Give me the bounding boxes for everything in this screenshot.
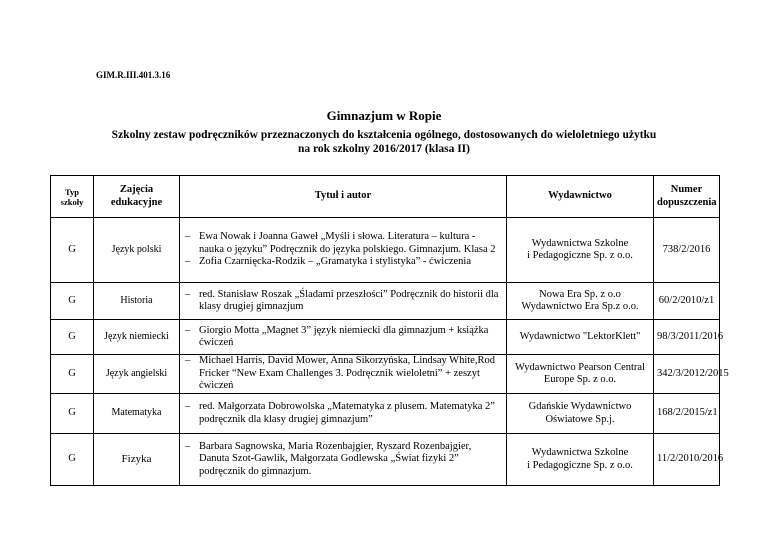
document-subtitle [70,128,698,156]
header-subject: Zajęcia edukacyjne [94,176,180,218]
cell-title [180,320,507,355]
cell-number: 11/2/2010/2016 [654,434,720,486]
table-row [51,320,720,355]
cell-number: 98/3/2011/2016 [654,320,720,355]
title-item: – Giorgio Motta „Magnet 3” język niemiecki dla gimnazjum + książka ćwiczeń [183,325,503,350]
cell-number: 168/2/2015/z1 [654,394,720,434]
cell-title [180,283,507,320]
title-item: – red. Stanisław Roszak „Śladami przeszłości” Podręcznik do historii dla klasy drugiej gimnazjum [183,289,503,314]
cell-typ: G [51,283,94,320]
cell-number: 60/2/2010/z1 [654,283,720,320]
document-reference: GIM.R.III.401.3.16 [96,70,171,80]
title-item: – Michael Harris, David Mower, Anna Sikorzyńska, Lindsay White,Rod Fricker “New Exam Challenges 3. Podręcznik wieloletni” + zeszyt ćwiczeń [183,355,503,393]
cell-publisher: Wydawnictwo "LektorKlett" [507,320,654,355]
cell-typ: G [51,434,94,486]
cell-subject: Język niemiecki [94,320,180,355]
cell-title [180,218,507,283]
cell-publisher: Wydawnictwa Szkolne i Pedagogiczne Sp. z o.o. [507,434,654,486]
cell-number: 738/2/2016 [654,218,720,283]
table-row [51,394,720,434]
subtitle-line-1: Szkolny zestaw podręczników przeznaczonych do kształcenia ogólnego, dostosowanych do wieloletniego użytku [111,129,657,141]
subtitle-line-2: na rok szkolny 2016/2017 (klasa II) [297,143,470,155]
table-row [51,283,720,320]
header-number: Numer dopuszczenia [654,176,720,218]
cell-typ: G [51,218,94,283]
table-row [51,355,720,394]
cell-typ: G [51,394,94,434]
title-item: – Ewa Nowak i Joanna Gaweł „Myśli i słowa. Literatura – kultura - nauka o języku” Podręcznik do języka polskiego. Gimnazjum. Klasa 2 [183,231,503,256]
cell-number: 342/3/2012/2015 [654,355,720,394]
cell-subject: Język angielski [94,355,180,394]
cell-subject: Historia [94,283,180,320]
cell-publisher: Wydawnictwo Pearson Central Europe Sp. z o.o. [507,355,654,394]
header-title: Tytuł i autor [180,176,507,218]
cell-publisher: Wydawnictwa Szkolne i Pedagogiczne Sp. z o.o. [507,218,654,283]
table-header-row [51,176,720,218]
table-row [51,434,720,486]
cell-typ: G [51,320,94,355]
title-item: – Zofia Czarnięcka-Rodzik – „Gramatyka i stylistyka” - ćwiczenia [183,256,503,269]
cell-title [180,394,507,434]
cell-title [180,434,507,486]
title-item: – red. Małgorzata Dobrowolska „Matematyka z plusem. Matematyka 2” podręcznik dla klasy drugiej gimnazjum” [183,401,503,426]
cell-typ: G [51,355,94,394]
header-typ: Typ szkoły [51,176,94,218]
textbook-table [50,175,729,486]
cell-publisher: Nowa Era Sp. z o.o Wydawnictwo Era Sp.z o.o. [507,283,654,320]
cell-subject: Matematyka [94,394,180,434]
header-publisher: Wydawnictwo [507,176,654,218]
cell-subject: Język polski [94,218,180,283]
title-item: – Barbara Sagnowska, Maria Rozenbajgier, Ryszard Rozenbajgier, Danuta Szot-Gawlik, Małgorzata Godlewska „Świat fizyki 2” podręcznik do gimnazjum. [183,441,503,479]
cell-subject: Fizyka [94,434,180,486]
table-row [51,218,720,283]
cell-title [180,355,507,394]
cell-publisher: Gdańskie Wydawnictwo Oświatowe Sp.j. [507,394,654,434]
school-name: Gimnazjum w Ropie [326,108,442,123]
